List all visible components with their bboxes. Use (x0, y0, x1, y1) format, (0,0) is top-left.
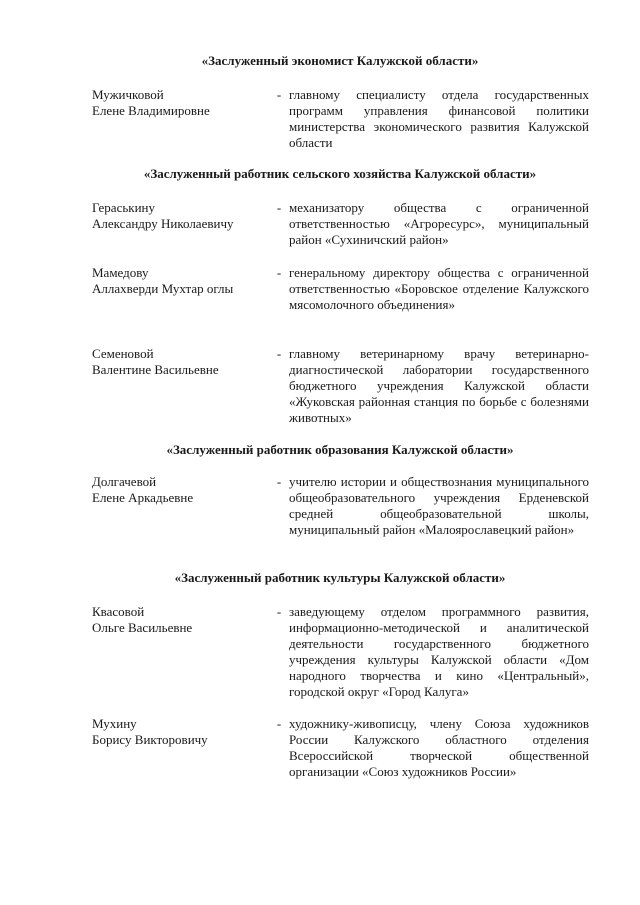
separator-dash: - (276, 265, 282, 280)
recipient-given-name: Елене Владимировне (92, 103, 210, 118)
section-title-economist: «Заслуженный экономист Калужской области» (201, 53, 479, 68)
separator-dash: - (276, 200, 282, 215)
recipient-given-name: Ольге Васильевне (92, 620, 193, 635)
section-title-culture: «Заслуженный работник культуры Калужской области» (174, 570, 506, 585)
recipient-description: главному специалисту отдела государственных программ управления финансовой политики министерства экономического развития Калужской области (289, 87, 589, 150)
recipient-name (92, 87, 272, 119)
section-title-education: «Заслуженный работник образования Калужской области» (166, 442, 514, 457)
recipient-surname: Мужичковой (92, 87, 164, 102)
recipient-given-name: Елене Аркадьевне (92, 490, 194, 505)
recipient-name (92, 346, 272, 378)
recipient-description: главному ветеринарному врачу ветеринарно-диагностической лаборатории государственного бюджетного учреждения Калужской области «Жуковская районная станция по борьбе с болезнями животных» (289, 346, 589, 425)
recipient-name (92, 265, 272, 297)
recipient-surname: Мухину (92, 716, 137, 731)
recipient-description: художнику-живописцу, члену Союза художников России Калужского областного отделения Всероссийской творческой общественной организации «Союз художников России» (289, 716, 589, 779)
recipient-name (92, 474, 272, 506)
recipient-surname: Квасовой (92, 604, 145, 619)
separator-dash: - (276, 87, 282, 102)
recipient-given-name: Александру Николаевичу (92, 216, 234, 231)
recipient-description: генеральному директору общества с ограниченной ответственностью «Боровское отделение Калужского мясомолочного объединения» (289, 265, 589, 312)
section-title-agriculture: «Заслуженный работник сельского хозяйства Калужской области» (143, 166, 537, 181)
recipient-surname: Долгачевой (92, 474, 157, 489)
recipient-surname: Гераськину (92, 200, 155, 215)
separator-dash: - (276, 716, 282, 731)
recipient-description: учителю истории и обществознания муниципального общеобразовательного учреждения Ерденевской средней общеобразовательной школы, муниципальный район «Малоярославецкий район» (289, 474, 589, 537)
separator-dash: - (276, 474, 282, 489)
recipient-surname: Мамедову (92, 265, 149, 280)
recipient-given-name: Валентине Васильевне (92, 362, 219, 377)
recipient-name (92, 604, 272, 636)
recipient-surname: Семеновой (92, 346, 154, 361)
separator-dash: - (276, 604, 282, 619)
recipient-description: механизатору общества с ограниченной ответственностью «Агроресурс», муниципальный район «Сухиничский район» (289, 200, 589, 247)
recipient-name (92, 200, 272, 232)
recipient-name (92, 716, 272, 748)
recipient-given-name: Аллахверди Мухтар оглы (92, 281, 234, 296)
recipient-description: заведующему отделом программного развития, информационно-методической и аналитической деятельности государственного бюджетного учреждения культуры Калужской области «Дом народного творчества и кино «Центральный», городской округ «Город Калуга» (289, 604, 589, 699)
separator-dash: - (276, 346, 282, 361)
recipient-given-name: Борису Викторовичу (92, 732, 208, 747)
